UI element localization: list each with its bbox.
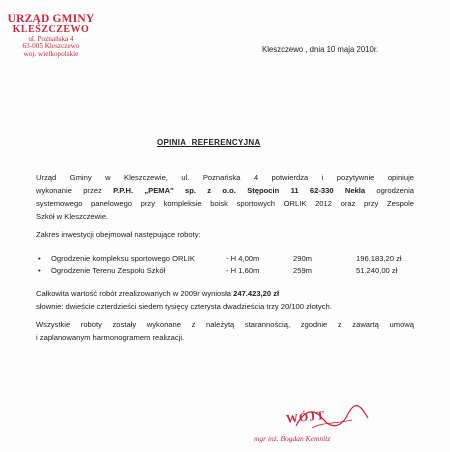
stamp-line-3: ul. Poznańska 4 <box>28 34 74 43</box>
stamp-line-5: woj. wielkopolskie <box>23 49 79 58</box>
signer-name: mgr inż. Bogdan Kemnitz <box>254 434 331 443</box>
contractor-name: P.P.H. „PEMA" sp. z o.o. Stępocin 11 62-330 Nekla <box>113 186 366 195</box>
total-value-paragraph <box>36 287 416 313</box>
total-text: Całkowita wartość robót zrealizowanych w 2009r wyniosła <box>36 289 234 298</box>
paragraph-line: Szkół w Kleszczewie. <box>36 212 109 221</box>
paragraph-text: wykonanie przez <box>36 186 114 195</box>
signature-title: WÓJT <box>285 407 326 427</box>
investment-name: Ogrodzenie kompleksu sportowego ORLIK <box>51 254 195 263</box>
total-in-words: słownie: dwieście czterdzieści siedem tysięcy czterysta dwadzieścia trzy 20/100 złotych. <box>36 302 332 311</box>
paragraph-line: i zaplanowanym harmonogramem realizacji. <box>36 333 185 342</box>
investment-value: 51.240,00 zł <box>356 266 398 275</box>
stamp-line-1: URZĄD GMINY <box>7 13 95 25</box>
investment-name: Ogrodzenie Terenu Zespołu Szkół <box>51 266 166 275</box>
paragraph-text: ogrodzenia <box>365 186 415 195</box>
scope-intro: Zakres inwestycji obejmował następujące roboty: <box>36 230 201 239</box>
paragraph-line: Urząd Gminy w Kleszczewie, ul. Poznańska 4 potwierdza i pozytywnie opiniuje <box>36 173 414 182</box>
bullet: • <box>38 254 41 263</box>
investment-value: 196.183,20 zł . <box>356 254 406 263</box>
bullet: • <box>38 266 41 275</box>
investment-height: - H 1,60m <box>226 266 260 275</box>
paragraph-line: systemowego panelowego przy kompleksie boisk sportowych ORLIK 2012 oraz przy Zespole <box>36 199 414 208</box>
stamp-line-4: 63-005 Kleszczewo <box>22 42 80 51</box>
office-stamp <box>4 13 98 58</box>
quality-paragraph <box>36 318 414 344</box>
investment-length: 259m <box>293 266 312 275</box>
investment-length: 290m <box>293 254 312 263</box>
total-line <box>36 287 416 300</box>
reference-paragraph <box>36 171 414 223</box>
paragraph-line <box>36 184 414 197</box>
document-date: Kleszczewo , dnia 10 maja 2010r. <box>262 45 379 54</box>
document-title: OPINIA REFERENCYJNA <box>157 138 261 147</box>
investment-height: - H 4,00m <box>226 254 260 263</box>
stamp-line-2: KLESZCZEWO <box>12 24 90 36</box>
paragraph-line: Wszystkie roboty zostały wykonane z należytą starannością, zgodnie z zawartą umową <box>36 320 414 329</box>
total-amount: 247.423,20 zł <box>233 289 280 298</box>
